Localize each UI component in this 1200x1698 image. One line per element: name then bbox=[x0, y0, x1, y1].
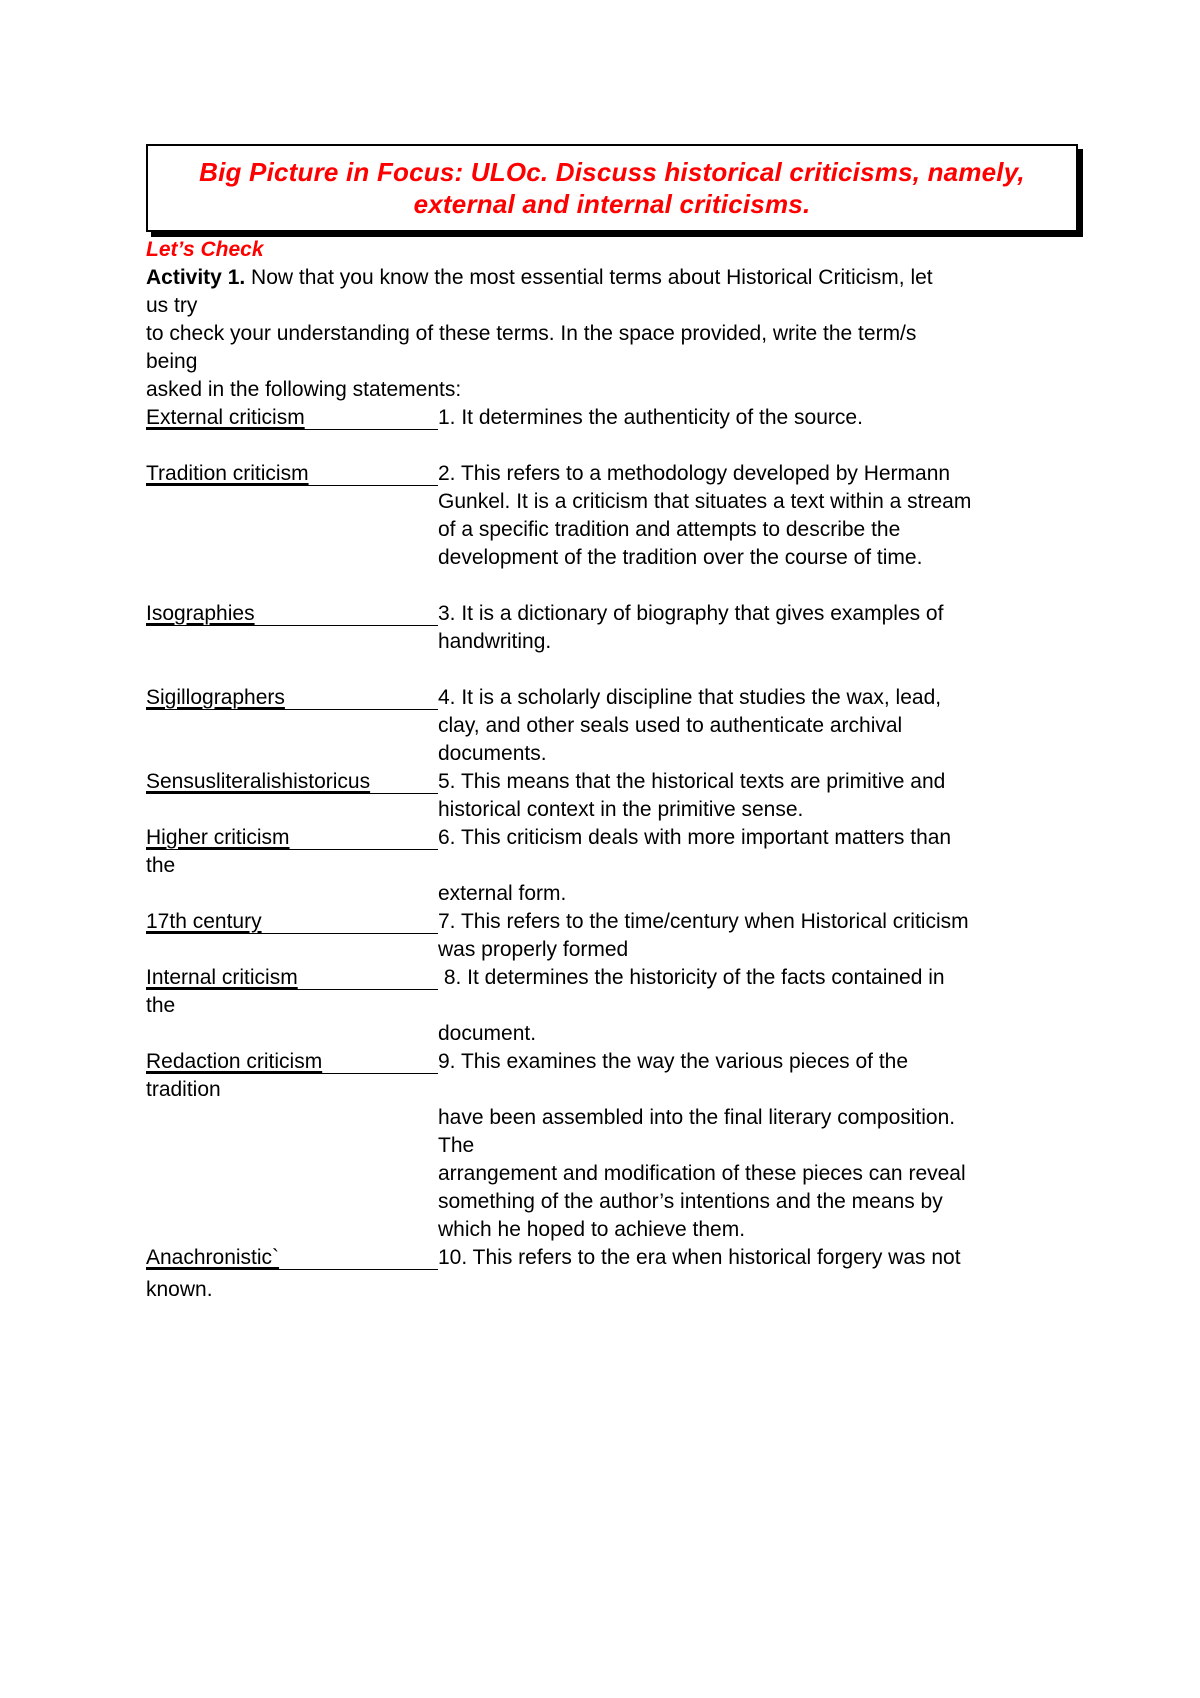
answer-blank-line bbox=[146, 625, 438, 626]
desc-line: external form. bbox=[438, 882, 567, 905]
desc-line: 2. This refers to a methodology developed by Hermann bbox=[438, 462, 951, 485]
desc-line: 9. This examines the way the various pieces of the bbox=[438, 1050, 909, 1073]
answer-blank-line bbox=[146, 709, 438, 710]
answer-term: Anachronistic` bbox=[146, 1246, 280, 1269]
item-description bbox=[438, 404, 1078, 432]
desc-line: historical context in the primitive sense. bbox=[438, 798, 804, 821]
desc-line: document. bbox=[438, 1022, 537, 1045]
wrapped-text: the bbox=[146, 854, 176, 877]
item-description bbox=[438, 1244, 1078, 1272]
desc-line: was properly formed bbox=[438, 938, 629, 961]
desc-line: have been assembled into the final literary composition. bbox=[438, 1106, 956, 1129]
intro-line-1 bbox=[146, 264, 1076, 292]
item-description bbox=[438, 824, 1078, 908]
item-description bbox=[438, 964, 1078, 1048]
wrapped-text: tradition bbox=[146, 1078, 221, 1101]
desc-line: clay, and other seals used to authenticate archival bbox=[438, 714, 903, 737]
desc-line bbox=[438, 1076, 1078, 1104]
desc-line bbox=[438, 852, 1078, 880]
wrapped-text: the bbox=[146, 994, 176, 1017]
desc-line: 8. It determines the historicity of the facts contained in bbox=[438, 966, 945, 989]
desc-line: of a specific tradition and attempts to describe the bbox=[438, 518, 901, 541]
answer-blank-line bbox=[146, 793, 438, 794]
item-description bbox=[438, 684, 1078, 768]
answer-term: Internal criticism bbox=[146, 966, 298, 989]
desc-line: documents. bbox=[438, 742, 547, 765]
answer-blank-line bbox=[146, 1269, 438, 1270]
desc-line: 10. This refers to the era when historical forgery was not bbox=[438, 1246, 961, 1269]
intro-line-4: being bbox=[146, 350, 198, 373]
answer-blank-line bbox=[146, 485, 438, 486]
desc-line: 4. It is a scholarly discipline that studies the wax, lead, bbox=[438, 686, 942, 709]
desc-line: which he hoped to achieve them. bbox=[438, 1218, 746, 1241]
desc-line: Gunkel. It is a criticism that situates a text within a stream bbox=[438, 490, 972, 513]
answer-term: Higher criticism bbox=[146, 826, 290, 849]
desc-line: 5. This means that the historical texts are primitive and bbox=[438, 770, 946, 793]
answer-term: Sensusliteralishistoricus bbox=[146, 770, 371, 793]
desc-line: 7. This refers to the time/century when Historical criticism bbox=[438, 910, 969, 933]
desc-line: 3. It is a dictionary of biography that gives examples of bbox=[438, 602, 944, 625]
answer-blank-line bbox=[146, 933, 438, 934]
wrapped-text: known. bbox=[146, 1278, 213, 1301]
title-box bbox=[146, 144, 1078, 232]
answer-term: External criticism bbox=[146, 406, 305, 429]
answer-term: Tradition criticism bbox=[146, 462, 309, 485]
title-line-1: Big Picture in Focus: ULOc. Discuss historical criticisms, namely, bbox=[199, 157, 1025, 187]
answer-term: 17th century bbox=[146, 910, 262, 933]
item-description bbox=[438, 908, 1078, 964]
desc-line: 1. It determines the authenticity of the source. bbox=[438, 406, 863, 429]
item-description bbox=[438, 1048, 1078, 1244]
desc-line: development of the tradition over the course of time. bbox=[438, 546, 923, 569]
answer-term: Sigillographers bbox=[146, 686, 285, 709]
activity-intro bbox=[146, 264, 1076, 404]
intro-line-5: asked in the following statements: bbox=[146, 378, 462, 401]
answer-blank-line bbox=[146, 989, 438, 990]
answer-blank-line bbox=[146, 849, 438, 850]
desc-line: 6. This criticism deals with more important matters than bbox=[438, 826, 952, 849]
item-description bbox=[438, 460, 1078, 572]
intro-line-3: to check your understanding of these terms. In the space provided, write the term/s bbox=[146, 322, 917, 345]
desc-line bbox=[438, 992, 1078, 1020]
intro-line-2: us try bbox=[146, 294, 198, 317]
answer-blank-line bbox=[146, 429, 438, 430]
answer-term: Redaction criticism bbox=[146, 1050, 323, 1073]
answer-blank-line bbox=[146, 1073, 438, 1074]
title-line-2: external and internal criticisms. bbox=[413, 189, 811, 219]
item-description bbox=[438, 600, 1078, 656]
section-label: Let’s Check bbox=[146, 238, 264, 261]
activity-label: Activity 1. bbox=[146, 266, 246, 289]
desc-line: The bbox=[438, 1134, 475, 1157]
desc-line: handwriting. bbox=[438, 630, 552, 653]
item-description bbox=[438, 768, 1078, 824]
answer-term: Isographies bbox=[146, 602, 255, 625]
intro-text-1: Now that you know the most essential terms about Historical Criticism, let bbox=[245, 266, 933, 289]
desc-line: something of the author’s intentions and the means by bbox=[438, 1190, 943, 1213]
desc-line: arrangement and modification of these pieces can reveal bbox=[438, 1162, 966, 1185]
